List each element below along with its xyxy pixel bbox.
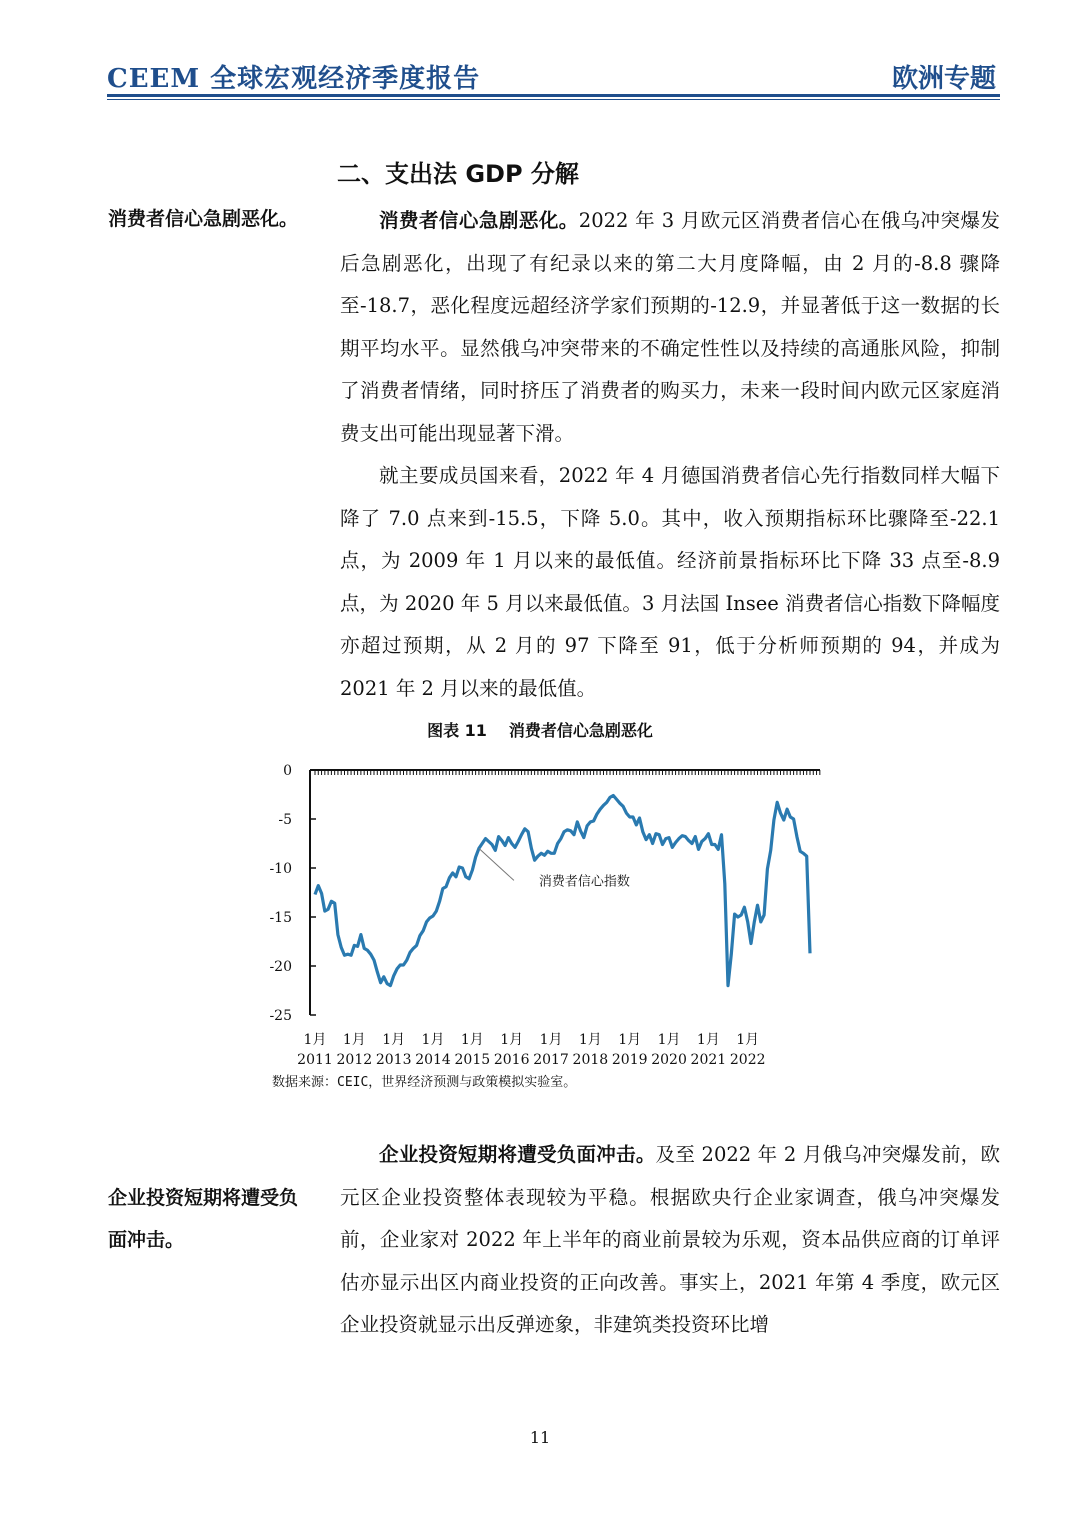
- consumer-lead: 消费者信心急剧恶化。: [379, 209, 579, 232]
- consumer-paragraph-1: [340, 200, 1000, 455]
- x-tick-label-year: 2012: [336, 1052, 373, 1068]
- investment-paragraph-1-text: 及至 2022 年 2 月俄乌冲突爆发前，欧元区企业投资整体表现较为平稳。根据欧央行企业家调查，俄乌冲突爆发前，企业家对 2022 年上半年的商业前景较为乐观，资本品供应商的订单评估亦显示出区内商业投资的正向改善。事实上，2021 年第 4 季度，欧元区企业投资就显示出反弹迹象，非建筑类投资环比增: [340, 1143, 1000, 1336]
- consumer-confidence-chart: [260, 755, 840, 1075]
- x-tick-label-year: 2015: [454, 1052, 491, 1068]
- x-tick-label-year: 2014: [415, 1052, 451, 1068]
- x-tick-label-month: 1月: [618, 1032, 642, 1048]
- page-number: 11: [529, 1428, 551, 1447]
- consumer-paragraph-1-text: 2022 年 3 月欧元区消费者信心在俄乌冲突爆发后急剧恶化，出现了有纪录以来的第二大月度降幅，由 2 月的-8.8 骤降至-18.7，恶化程度远超经济学家们预期的-12.9，并显著低于这一数据的长期平均水平。显然俄乌冲突带来的不确定性性以及持续的高通胀风险，抑制了消费者情绪，同时挤压了消费者的购买力，未来一段时间内欧元区家庭消费支出可能出现显著下滑。: [340, 209, 1000, 445]
- x-tick-label-year: 2017: [533, 1052, 569, 1068]
- annotation-label: 消费者信心指数: [538, 874, 630, 890]
- source-note: 数据来源：CEIC，世界经济预测与政策模拟实验室。: [272, 1075, 577, 1090]
- x-tick-label-month: 1月: [736, 1032, 760, 1048]
- x-tick-label-month: 1月: [303, 1032, 327, 1048]
- series-group: [315, 796, 810, 986]
- series-line-consumer-confidence: [315, 796, 810, 986]
- topic-label: 欧洲专题: [891, 64, 996, 94]
- x-tick-label-year: 2020: [651, 1052, 687, 1068]
- figure-title: 消费者信心急剧恶化: [508, 721, 653, 740]
- x-tick-label-month: 1月: [657, 1032, 681, 1048]
- x-tick-label-month: 1月: [500, 1032, 524, 1048]
- investment-section: [340, 1134, 1000, 1347]
- header-rule: [107, 94, 1000, 97]
- x-axis: [297, 770, 820, 1068]
- header-rule-thin: [107, 99, 1000, 100]
- x-tick-label-month: 1月: [696, 1032, 720, 1048]
- investment-paragraph-1: [340, 1134, 1000, 1347]
- y-tick-label: -15: [269, 910, 292, 926]
- y-tick-label: -25: [269, 1008, 292, 1024]
- section-heading: 二、支出法 GDP 分解: [337, 160, 579, 188]
- annotation-leader: [479, 848, 514, 880]
- y-axis: [269, 763, 316, 1024]
- y-tick-label: -10: [269, 861, 292, 877]
- figure-label: 图表 11: [427, 721, 487, 740]
- y-tick-label: -20: [269, 959, 292, 975]
- consumer-paragraph-2: 就主要成员国来看，2022 年 4 月德国消费者信心先行指数同样大幅下降了 7.0 点来到-15.5，下降 5.0。其中，收入预期指标环比骤降至-22.1 点，为 2009 年 1 月以来的最低值。经济前景指标环比下降 33 点至-8.9 点，为 2020 年 5 月以来最低值。3 月法国 Insee 消费者信心指数下降幅度亦超过预期，从 2 月的 97 下降至 91，低于分析师预期的 94，并成为 2021 年 2 月以来的最低值。: [340, 464, 1000, 700]
- x-tick-label-year: 2021: [690, 1052, 727, 1068]
- x-tick-label-month: 1月: [421, 1032, 445, 1048]
- figure-caption: [0, 718, 1080, 741]
- page-header: [107, 58, 1000, 98]
- report-title: CEEM 全球宏观经济季度报告: [107, 64, 481, 94]
- x-tick-label-year: 2019: [611, 1052, 648, 1068]
- x-tick-label-month: 1月: [382, 1032, 406, 1048]
- x-tick-label-year: 2018: [572, 1052, 609, 1068]
- x-tick-label-month: 1月: [460, 1032, 484, 1048]
- x-tick-label-month: 1月: [578, 1032, 602, 1048]
- investment-lead: 企业投资短期将遭受负面冲击。: [379, 1143, 656, 1166]
- x-tick-label-year: 2022: [729, 1052, 766, 1068]
- y-tick-label: -5: [278, 812, 292, 828]
- x-tick-label-month: 1月: [342, 1032, 366, 1048]
- y-tick-label: 0: [283, 763, 292, 779]
- margin-note-investment: 企业投资短期将遭受负面冲击。: [108, 1187, 299, 1251]
- x-tick-label-month: 1月: [539, 1032, 563, 1048]
- x-tick-label-year: 2016: [493, 1052, 530, 1068]
- x-tick-label-year: 2013: [375, 1052, 412, 1068]
- consumer-section: [340, 200, 1000, 710]
- margin-note-consumer: 消费者信心急剧恶化。: [108, 208, 299, 230]
- x-tick-label-year: 2011: [297, 1052, 333, 1068]
